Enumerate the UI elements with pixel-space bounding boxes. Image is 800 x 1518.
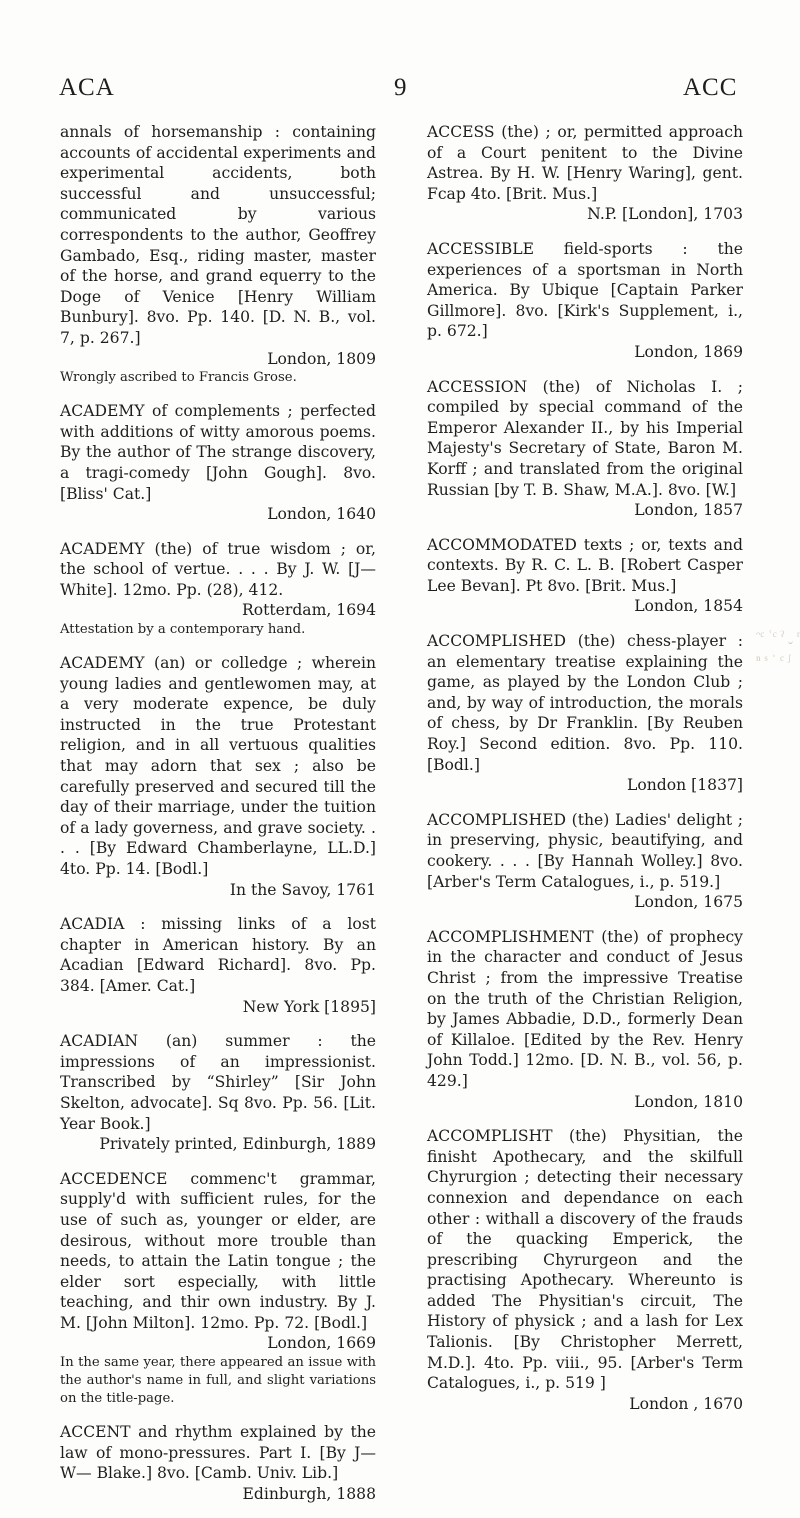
entry-accent-and-rhythm: ACCENT and rhythm explained by the law of mono-pressures. Part I. [By J— W— Blake.] 8vo. [Camb. Univ. Lib.] Edinburgh, 1888 bbox=[60, 1423, 376, 1503]
entry-note: In the same year, there appeared an issue with the author's name in full, and slight variations on the title-page. bbox=[60, 1355, 376, 1407]
margin-offset-specks: ᵔᶜ ʿᶜ ˀ ˬ ʳ ⁿ ˢ ˈ ᶜ ᶴ bbox=[756, 629, 800, 669]
entry-accomplisht-physitian: ACCOMPLISHT (the) Physitian, the finisht Apothecary, and the skilfull Chyrurgion ; detecting their necessary connexion and dependance on each other : withall a discovery of the frauds of the quacking Emperick, the prescribing Chyrurgeon and the practising Apothecary. Whereunto is added The Physitian's circuit, The History of physick ; and a lash for Lex Talionis. [By Christopher Merrett, M.D.]. 4to. Pp. viii., 95. [Arber's Term Catalogues, i., p. 519 ] London , 1670 bbox=[427, 1127, 743, 1413]
entry-accomplished-ladies-delight: ACCOMPLISHED (the) Ladies' delight ; in preserving, physic, beautifying, and cookery. . . . [By Hannah Wolley.] 8vo. [Arber's Term Catalogues, i., p. 519.] London, 1675 bbox=[427, 810, 743, 912]
entry-acadian-summer: ACADIAN (an) summer : the impressions of an impressionist. Transcribed by “Shirley” [Sir John Skelton, advocate]. Sq 8vo. Pp. 56. [Lit. Year Book.] Privately printed, Edinburgh, 1889 bbox=[60, 1032, 376, 1154]
entry-academy-or-colledge: ACADEMY (an) or colledge ; wherein young ladies and gentlewomen may, at a very moderate expence, be duly instructed in the true Protestant religion, and in all vertuous qualities that may adorn that sex ; also be carefully preserved and secured till the day of their marriage, under the tuition of a lady governess, and grave society. . . . [By Edward Chamberlayne, LL.D.] 4to. Pp. 14. [Bodl.] In the Savoy, 1761 bbox=[60, 654, 376, 899]
page-number: 9 bbox=[394, 74, 408, 101]
entry-accommodated-texts: ACCOMMODATED texts ; or, texts and contexts. By R. C. L. B. [Robert Casper Lee Bevan]. Pt 8vo. [Brit. Mus.] London, 1854 bbox=[427, 535, 743, 616]
entry-acadia: ACADIA : missing links of a lost chapter in American history. By an Acadian [Edward Richard]. 8vo. Pp. 384. [Amer. Cat.] New York [1895] bbox=[60, 915, 376, 1016]
left-column bbox=[60, 122, 376, 1518]
entry-accession-of-nicholas: ACCESSION (the) of Nicholas I. ; compiled by special command of the Emperor Alexander II., by his Imperial Majesty's Secretary of State, Baron M. Korff ; and translated from the original Russian [by T. B. Shaw, M.A.]. 8vo. [W.] London, 1857 bbox=[427, 377, 743, 520]
entry-note: Wrongly ascribed to Francis Grose. bbox=[60, 370, 297, 386]
header-left-guideword: ACA bbox=[59, 74, 115, 101]
entry-accessible-field-sports: ACCESSIBLE field-sports : the experiences of a sportsman in North America. By Ubique [Captain Parker Gillmore]. 8vo. [Kirk's Supplement, i., p. 672.] London, 1869 bbox=[427, 239, 743, 361]
entry-annals-of-horsemanship: annals of horsemanship : containing accounts of accidental experiments and experimental accidents, both successful and unsuccessful; communicated by various correspondents to the author, Geoffrey Gambado, Esq., riding master, master of the horse, and grand equerry to the Doge of Venice [Henry William Bunbury]. 8vo. Pp. 140. [D. N. B., vol. 7, p. 267.] London, 1809 Wrongly ascribed to Francis Grose. bbox=[60, 123, 376, 386]
entry-accomplished-chess-player: ACCOMPLISHED (the) chess-player : an elementary treatise explaining the game, as played by the London Club ; and, by way of introduction, the morals of chess, by Dr Franklin. [By Reuben Roy.] Second edition. 8vo. Pp. 110. [Bodl.] London [1837] bbox=[427, 632, 743, 795]
header-right-guideword: ACC bbox=[683, 74, 738, 101]
entry-access: ACCESS (the) ; or, permitted approach of a Court penitent to the Divine Astrea. By H. W. [Henry Waring], gent. Fcap 4to. [Brit. Mus.] N.P. [London], 1703 bbox=[427, 123, 743, 224]
entry-accedence: ACCEDENCE commenc't grammar, supply'd with sufficient rules, for the use of such as, younger or elder, are desirous, without more trouble than needs, to attain the Latin tongue ; the elder sort especially, with little teaching, and thir own industry. By J. M. [John Milton]. 12mo. Pp. 72. [Bodl.] London, 1669 In the same year, there appeared an issue with the author's name in full, and slight variations on the title-page. bbox=[60, 1169, 376, 1407]
entry-academy-true-wisdom: ACADEMY (the) of true wisdom ; or, the school of vertue. . . . By J. W. [J— White]. 12mo. Pp. (28), 412. Rotterdam, 1694 Attestation by a contemporary hand. bbox=[60, 539, 376, 638]
entry-note: Attestation by a contemporary hand. bbox=[60, 622, 306, 638]
entry-academy-of-complements: ACADEMY of complements ; perfected with additions of witty amorous poems. By the author of The strange discovery, a tragi-comedy [John Gough]. 8vo. [Bliss' Cat.] London, 1640 bbox=[60, 402, 376, 524]
entry-accomplishment-of-prophecy: ACCOMPLISHMENT (the) of prophecy in the character and conduct of Jesus Christ ; from the impressive Treatise on the truth of the Christian Religion, by James Abbadie, D.D., formerly Dean of Killaloe. [Edited by the Rev. Henry John Todd.] 12mo. [D. N. B., vol. 56, p. 429.] London, 1810 bbox=[427, 927, 743, 1111]
page-header bbox=[0, 74, 800, 110]
right-column bbox=[427, 122, 743, 1428]
